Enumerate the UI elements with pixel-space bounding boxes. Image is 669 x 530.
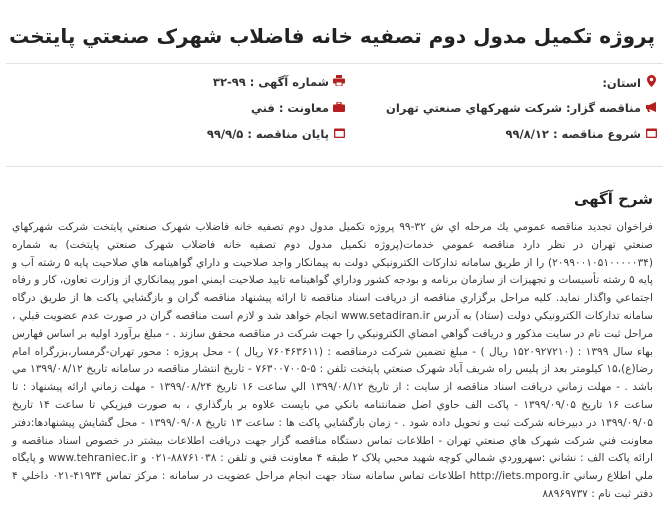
start-date-label: شروع مناقصه :: [552, 127, 641, 141]
text-line: كار و رفاه اجتماعي واگذار نمايد. كليه مراحل برگزاري مناقصه از دريافت اسناد مناقصه تا ارائه پیشنهاد مناقصه گران و بازگشایي پاكت ها از: [12, 274, 653, 305]
ad-description: [12, 219, 653, 504]
map-marker-icon: [645, 75, 657, 90]
text-line: معاونت فني و تلفن : ۸۸۷۶۱۰۳۸-۰۲۱ و www.tehraniec.ir و پايگاه ملي اطلاع رساني http://iets.mporg.ir اطلاعات تماس سامانه ستاد: [12, 452, 653, 483]
tender-meta: [8, 73, 661, 155]
text-line: برآورد اوليه بر اساس فهارس بهاء سال ۱۳۹۹ : (۱۵۲۰۹۲۷۲۱۰ ريال ) - مبلغ تضمين شركت درمناقصه : (۷۶۰۴۶۳۶۱۱ ريال ) - محل پروژه :: [12, 327, 653, 358]
briefcase-icon: [333, 102, 345, 115]
text-line: بارگذاري ، به صورت فيزيكي تا ساعت ۱۴ تاريخ ۱۳۹۹/۰۹/۰۵ در دبيرخانه شركت ثبت و تحويل داده شود . - زمان بازگشايي پاكت ها : ساعت: [12, 398, 653, 429]
text-line: شهركهاي صنعتي تهران در نظر دارد مناقصه عمومي خدمات(پروژه تكميل مدول دوم تصفيه خانه فاضلاب شهرک صنعتي پايتخت) به شماره: [12, 221, 653, 251]
text-line: محور تهران-گرمسار،بزرگراه امام رضا(ع)،۱۵ كيلومتر بعد از پليس راه شريف آباد شهرک صنعتي پايتخت تلفن : ۵-۷۶۳۰۰۷۰۰۵ - تاريخ انتشار: [12, 345, 654, 376]
text-line: جهت دريافت اطلاعات بيشتر در خصوص اسناد مناقصه و ارائه پاكت الف : نشاني :سهروردي شمالي كوچه شهيد محبي پلاک ۲ طبقه ۴: [12, 434, 653, 465]
text-line: ۱۳ تاريخ ۱۳۹۹/۰۹/۰۸ - محل گشايش پيشنهادها:دفتر معاونت فني شركت شهرک هاي صنعتي تهران - اطلاعات تماس دستگاه مناقصه گزار: [12, 416, 654, 447]
text-line: جهت انجام مراحل عضويت در سامانه : مرکز تماس ۴۱۹۳۴-۰۲۱ داخلي ۴ دفتر ثبت نام : ۸۸۹۶۹۷۳۷: [12, 470, 653, 500]
end-date-field: [207, 127, 345, 141]
ad-number-label: شماره آگهی :: [249, 75, 329, 89]
page-title: پروژه تكميل مدول دوم تصفيه خانه فاضلاب شهرک صنعتي پايتخت: [9, 24, 655, 48]
calendar-icon: [645, 127, 657, 141]
text-line: مناقصه در سامانه تاريخ ۱۳۹۹/۰۸/۱۲ مي باشد . - مهلت زماني دريافت اسناد مناقصه از سايت : از تاريخ ۱۳۹۹/۰۸/۱۲ الي ساعت ۱۶ تاريخ: [12, 363, 653, 394]
deputy-value: فني: [250, 101, 275, 115]
text-line: (۲۰۹۹۰۰۱۰۵۱۰۰۰۰۰۳۴) را از طريق سامانه تداركات الكترونيكي دولت به پیمانکار واجد صلاحیت و داراي گواهينامه هاي صلاحيت پايه ۵ رشته: [37, 256, 653, 269]
text-line: عدم عضويت قبلي ، مراحل ثبت نام در سايت مذكور و دريافت گواهي امضاي الكترونيكي را جهت شركت در مناقصه محقق سازند . - مبلغ: [12, 309, 653, 340]
end-date-value: ۹۹/۹/۵: [206, 127, 244, 141]
start-date-field: [505, 127, 657, 141]
organizer-value: شركت شهركهاي صنعتي تهران: [386, 101, 563, 115]
deputy-field: [251, 101, 345, 115]
text-line: آب و پایه ۵ رشته تأسیسات و تجهیزات از سازمان برنامه و بودجه كشور وداراي گواهينامه تاييد صلاحيت ايمني امور پيمانكاري از وزارت تعاون،: [12, 256, 653, 287]
divider: [6, 166, 663, 167]
organizer-label: مناقصه گزار:: [566, 101, 641, 115]
province-field: [598, 75, 657, 90]
start-date-value: ۹۹/۸/۱۲: [505, 127, 549, 141]
deputy-label: معاونت :: [278, 101, 329, 115]
organizer-field: [386, 101, 657, 115]
divider: [6, 63, 663, 64]
ad-number-field: [213, 75, 345, 89]
ad-number-value: ۳۲-۹۹: [212, 75, 246, 89]
meta-row: [8, 75, 661, 93]
section-title: شرح آگهی: [573, 190, 653, 208]
meta-row: [8, 127, 661, 145]
meta-row: [8, 101, 661, 119]
text-line: طريق درگاه سامانه تداركات الكترونيكي دولت (ستاد) به آدرس www.setadiran.ir انجام خواهد شد و لازم است مناقصه گران در صورت: [12, 292, 654, 322]
province-label: استان:: [602, 75, 641, 90]
end-date-label: پایان مناقصه :: [247, 127, 329, 141]
calendar-icon: [333, 127, 345, 141]
megaphone-icon: [645, 102, 657, 115]
text-line: ۱۳۹۹/۰۸/۲۴ - مهلت زماني ارائه پيشنهاد : تا ساعت ۱۶ تاريخ ۱۳۹۹/۰۹/۰۵ - پاکت الف حاوي اصل ضمانتنامه بانكي مي بايست علاوه بر: [12, 381, 653, 411]
text-line: فراخوان تجديد مناقصه عمومي يك مرحله اي ش ۳۲-۹۹ پروژه تكميل مدول دوم تصفيه خانه فاضلاب شهرک صنعتي پايتخت شرکت: [57, 221, 653, 233]
printer-icon: [333, 75, 345, 89]
